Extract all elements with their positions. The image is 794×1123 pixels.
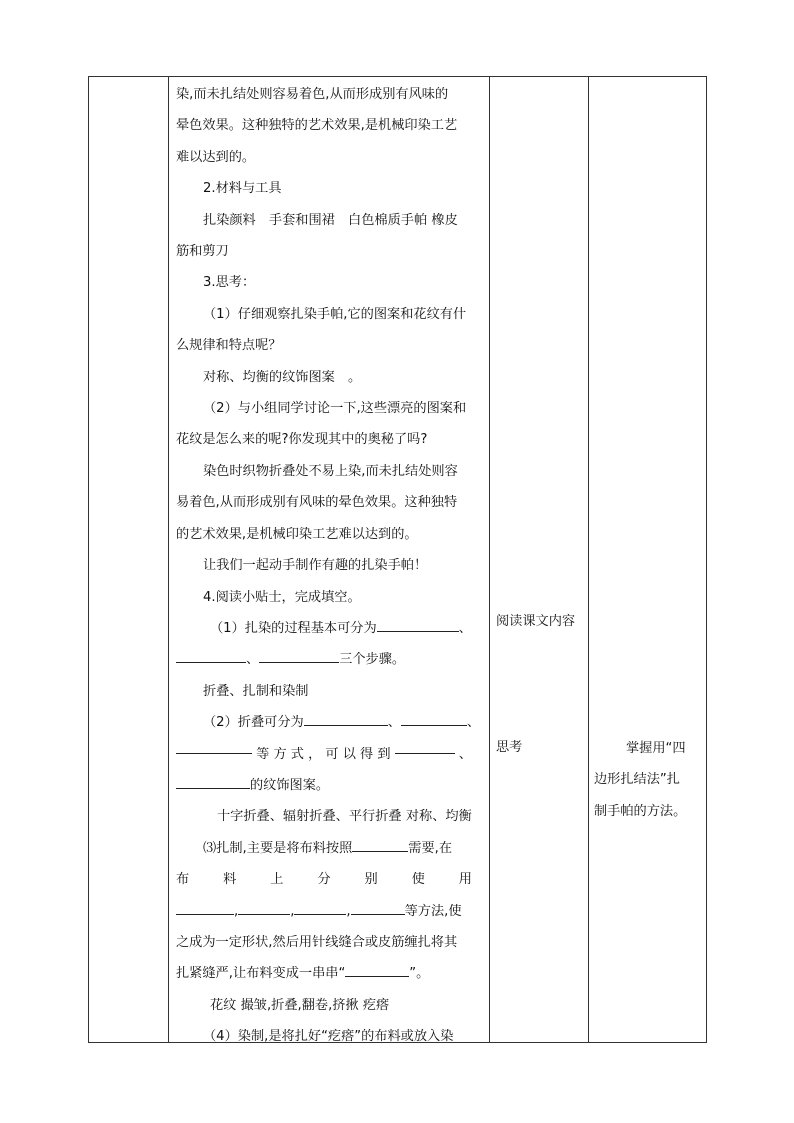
column-divider-2 <box>489 77 490 1042</box>
answer-line: 折叠、扎制和染制 <box>203 683 309 699</box>
section-heading-materials: 2.材料与工具 <box>203 181 282 197</box>
answer-line: 的艺术效果,是机械印染工艺难以达到的。 <box>176 526 418 542</box>
fill-in-line: ⑶扎制,主要是将布料按照 需要,在 <box>176 833 486 864</box>
question-line: 么规律和特点呢？ <box>176 338 282 354</box>
answer-line: 对称、均衡的纹饰图案 。 <box>203 369 362 385</box>
blank[interactable] <box>395 739 455 754</box>
fill-in-line: （2）折叠可分为 、 、 <box>176 707 486 738</box>
section-heading-think: 3.思考： <box>203 275 256 291</box>
fill-in-line: 的纹饰图案。 <box>176 770 486 801</box>
blank[interactable] <box>345 962 409 977</box>
blank[interactable] <box>304 711 388 726</box>
blank[interactable] <box>377 617 459 632</box>
activity-think: 思考 <box>496 740 523 755</box>
blank[interactable] <box>176 774 250 789</box>
blank[interactable] <box>176 648 246 663</box>
text-line: 筋和剪刀 <box>176 244 229 260</box>
learning-goal: 掌握用“四 边形扎结法”扎 制手帕的方法。 <box>594 741 687 819</box>
content-column <box>176 79 486 1053</box>
blank[interactable] <box>176 739 252 754</box>
column-divider-3 <box>588 77 589 1042</box>
text-line: 染,而未扎结处则容易着色,从而形成别有风味的 <box>176 87 449 102</box>
fill-in-line: 扎紧缝严,让布料变成一串串“ ”。 <box>176 958 486 989</box>
fill-in-line: （1）扎染的过程基本可分为 、 <box>176 613 486 644</box>
answer-line: 花纹 撮皱,折叠,翻卷,挤揪 疙瘩 <box>210 997 390 1013</box>
text-line: 之成为一定形状,然后用针线缝合或皮筋缠扎将其 <box>176 934 458 950</box>
blank[interactable] <box>401 711 467 726</box>
fill-in-line: , , , 等方法,使 <box>176 896 486 927</box>
answer-line: 十字折叠、辐射折叠、平行折叠 对称、均衡 <box>217 809 472 825</box>
question-line: （1）仔细观察扎染手帕,它的图案和花纹有什 <box>203 306 467 322</box>
column-divider-1 <box>168 77 169 1042</box>
question-line: （2）与小组同学讨论一下,这些漂亮的图案和 <box>203 401 467 417</box>
section-heading-tips: 4.阅读小贴士，完成填空。 <box>203 589 361 605</box>
blank[interactable] <box>176 900 234 915</box>
fill-in-line: 等 方 式 ， 可 以 得 到 、 <box>176 739 486 770</box>
question-line: 花纹是怎么来的呢?你发现其中的奥秘了吗? <box>176 432 428 448</box>
text-line: （4）染制,是将扎好“疙瘩”的布料或放入染 <box>203 1029 454 1045</box>
fill-in-line: 布 料 上 分 别 使 用 <box>176 872 472 888</box>
text-line: 扎染颜料 手套和围裙 白色棉质手帕 橡皮 <box>203 212 458 228</box>
fill-in-line: 、 三个步骤。 <box>176 644 486 675</box>
blank[interactable] <box>238 900 290 915</box>
answer-line: 染色时织物折叠处不易上染,而未扎结处则容 <box>203 463 458 479</box>
text-line: 晕色效果。这种独特的艺术效果,是机械印染工艺 <box>176 118 458 134</box>
blank[interactable] <box>352 837 408 852</box>
blank[interactable] <box>259 648 339 663</box>
activity-read: 阅读课文内容 <box>496 614 576 629</box>
blank[interactable] <box>351 900 405 915</box>
answer-line: 易着色,从而形成别有风味的晕色效果。这种独特 <box>176 495 458 511</box>
lesson-table <box>88 76 707 1043</box>
text-line: 难以达到的。 <box>176 149 256 165</box>
text-line: 让我们一起动手制作有趣的扎染手帕！ <box>203 558 428 574</box>
blank[interactable] <box>294 900 346 915</box>
